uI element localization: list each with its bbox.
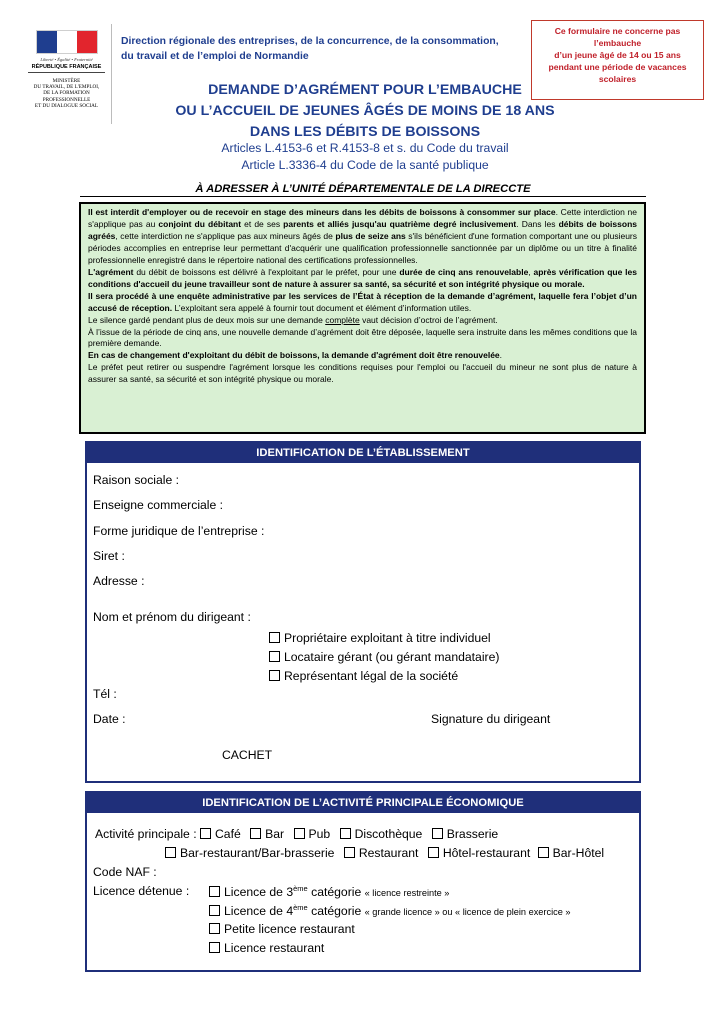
section-heading: IDENTIFICATION DE L’ACTIVITÉ PRINCIPALE ÉCONOMIQUE bbox=[87, 793, 639, 813]
rules-text: . bbox=[499, 350, 503, 361]
option-label: Bar-restaurant/Bar-brasserie bbox=[180, 846, 335, 860]
rules-paragraph bbox=[88, 327, 637, 351]
checkbox-restaurant[interactable] bbox=[344, 847, 355, 858]
option-label: Licence de 4 bbox=[224, 904, 294, 918]
option-label: Licence restaurant bbox=[224, 941, 325, 955]
checkbox-cafe[interactable] bbox=[200, 828, 211, 839]
activite-row-2 bbox=[165, 846, 604, 860]
checkbox[interactable] bbox=[269, 670, 280, 681]
checkbox-hotel-restaurant[interactable] bbox=[428, 847, 439, 858]
rules-text: durée de cinq ans renouvelable bbox=[399, 266, 529, 277]
logo-ministere: MINISTÈRE DU TRAVAIL, DE L'EMPLOI, DE LA FORMATION PROFESSIONNELLE ET DU DIALOGUE SOCIAL bbox=[33, 78, 100, 109]
checkbox[interactable] bbox=[209, 905, 220, 916]
siret-field[interactable]: Siret : bbox=[93, 549, 125, 563]
rules-text: et de ses bbox=[241, 218, 284, 229]
checkbox-brasserie[interactable] bbox=[432, 828, 443, 839]
rules-text: complète bbox=[325, 314, 360, 325]
rules-text: du débit de boissons est délivré à l'exploitant par le préfet, pour une bbox=[133, 266, 400, 277]
code-naf-field[interactable]: Code NAF : bbox=[93, 865, 157, 879]
checkbox-bar[interactable] bbox=[250, 828, 261, 839]
rules-text: conjoint du débitant bbox=[158, 218, 242, 229]
option-label: Restaurant bbox=[358, 846, 419, 860]
rules-text: . Dans les bbox=[516, 218, 559, 229]
rules-text: parents et alliés jusqu'au quatrième degré inclusivement bbox=[283, 218, 517, 229]
section-heading: IDENTIFICATION DE L’ÉTABLISSEMENT bbox=[87, 443, 639, 463]
tel-field[interactable]: Tél : bbox=[93, 687, 117, 701]
checkbox-bar-restaurant[interactable] bbox=[165, 847, 176, 858]
option-note: « licence restreinte » bbox=[364, 888, 450, 898]
licence-restaurant-option[interactable] bbox=[209, 941, 324, 955]
option-label: Café bbox=[215, 827, 241, 841]
rules-text: s'ils bénéficient d'une formation comportant une ou plusieurs périodes accomplies en entreprise leur permettant d'acquérir une qualification professionnelle sanctionnée par un diplôme ou un titre à finalité professionnelle enregistré dans le répertoire national des certifications professionnelles. bbox=[88, 230, 638, 265]
option-label: Licence de 3 bbox=[224, 885, 294, 899]
rules-text: Le silence gardé pendant plus de deux mois sur une demande bbox=[88, 314, 326, 325]
rules-box bbox=[79, 202, 646, 434]
marianne-logo bbox=[28, 24, 112, 124]
checkbox[interactable] bbox=[269, 632, 280, 643]
checkbox[interactable] bbox=[209, 942, 220, 953]
rules-text: vaut décision d’octroi de l’agrément. bbox=[359, 314, 498, 325]
rules-text: À l’issue de la période de cinq ans, une nouvelle demande d’agrément doit être déposée, laquelle sera instruite dans les mêmes conditions que la première demande. bbox=[88, 326, 637, 349]
logo-republique: RÉPUBLIQUE FRANÇAISE bbox=[28, 64, 105, 73]
superscript: ème bbox=[293, 884, 308, 893]
option-label: Pub bbox=[308, 827, 331, 841]
adresse-field[interactable]: Adresse : bbox=[93, 574, 145, 588]
form-title: DEMANDE D’AGRÉMENT POUR L’EMBAUCHE OU L’ACCUEIL DE JEUNES ÂGÉS DE MOINS DE 18 ANS DANS LES DÉBITS DE BOISSONS bbox=[175, 82, 555, 140]
rules-paragraph bbox=[88, 291, 637, 315]
option-label: Hôtel-restaurant bbox=[442, 846, 531, 860]
checkbox-discotheque[interactable] bbox=[340, 828, 351, 839]
locataire-option[interactable] bbox=[269, 650, 499, 664]
rules-text: Le préfet peut retirer ou suspendre l'agrément lorsque les conditions requises pour l'emploi ou l'accueil du mineur ne sont plus de nature à assurer sa santé, sa sécurité et son intégrité physique ou morale. bbox=[88, 362, 637, 385]
option-note: « grande licence » ou « licence de plein exercice » bbox=[364, 907, 571, 917]
direction-heading: Direction régionale des entreprises, de la concurrence, de la consommation, du travail et de l’emploi de Normandie bbox=[121, 36, 499, 62]
option-label: catégorie bbox=[307, 904, 365, 918]
rules-paragraph bbox=[88, 362, 637, 386]
enseigne-field[interactable]: Enseigne commerciale : bbox=[93, 498, 224, 512]
rules-text: plus de seize ans bbox=[335, 230, 406, 241]
rules-text: L'agrément bbox=[88, 266, 134, 277]
logo-devise: Liberté • Égalité • Fraternité bbox=[40, 57, 93, 62]
option-label: Brasserie bbox=[446, 827, 499, 841]
checkbox-bar-hotel[interactable] bbox=[538, 847, 549, 858]
signature-field[interactable]: Signature du dirigeant bbox=[431, 712, 551, 726]
representant-option[interactable] bbox=[269, 669, 458, 683]
rules-text: En cas de changement d'exploitant du débit de boissons, la demande d'agrément doit être renouvelée bbox=[88, 350, 500, 361]
superscript: ème bbox=[293, 903, 308, 912]
option-label: Bar bbox=[265, 827, 285, 841]
licence-label: Licence détenue : bbox=[93, 884, 190, 898]
forme-juridique-field[interactable]: Forme juridique de l’entreprise : bbox=[93, 524, 265, 538]
notice-box: Ce formulaire ne concerne pas l’embauche d’un jeune âgé de 14 ou 15 ans pendant une période de vacances scolaires bbox=[531, 20, 704, 100]
legal-articles: Articles L.4153-6 et R.4153-8 et s. du Code du travail Article L.3336-4 du Code de la santé publique bbox=[221, 141, 509, 172]
option-label: Bar-Hôtel bbox=[552, 846, 605, 860]
rules-text: débits de boissons agréés bbox=[88, 218, 637, 241]
activity-section bbox=[85, 791, 641, 972]
option-label: Locataire gérant (ou gérant mandataire) bbox=[284, 650, 500, 664]
rules-paragraph bbox=[88, 267, 637, 291]
checkbox[interactable] bbox=[209, 923, 220, 934]
rules-paragraph bbox=[88, 350, 637, 362]
rules-text: , cette interdiction ne s'applique pas aux mineurs âgés de bbox=[115, 230, 336, 241]
rules-text: . Cette interdiction ne s'applique pas au bbox=[88, 207, 638, 229]
option-label: catégorie bbox=[307, 885, 365, 899]
option-label: Représentant légal de la société bbox=[284, 669, 459, 683]
option-label: Petite licence restaurant bbox=[224, 922, 355, 936]
cachet-field[interactable]: CACHET bbox=[222, 748, 273, 762]
rules-text: L’exploitant sera appelé à fournir tout document et élément d’information utiles. bbox=[172, 302, 472, 313]
petite-licence-option[interactable] bbox=[209, 922, 355, 936]
checkbox[interactable] bbox=[269, 651, 280, 662]
rules-text: après vérification que les conditions d'accueil du jeune travailleur sont de nature à assurer sa santé, sa sécurité et son intégrité physique ou morale. bbox=[88, 266, 637, 289]
raison-sociale-field[interactable]: Raison sociale : bbox=[93, 473, 180, 487]
checkbox-pub[interactable] bbox=[294, 828, 305, 839]
address-instruction: À ADRESSER À L’UNITÉ DÉPARTEMENTALE DE LA DIRECCTE bbox=[80, 183, 646, 197]
activite-label: Activité principale : bbox=[95, 827, 197, 841]
rules-text: , bbox=[528, 266, 534, 277]
activite-row bbox=[95, 827, 498, 841]
rules-text: Il est interdit d'employer ou de recevoir en stage des mineurs dans les débits de boissons à consommer sur place bbox=[88, 207, 556, 217]
checkbox[interactable] bbox=[209, 886, 220, 897]
rules-paragraph bbox=[88, 315, 637, 327]
option-label: Discothèque bbox=[354, 827, 423, 841]
date-field[interactable]: Date : bbox=[93, 712, 126, 726]
licence-3-option[interactable] bbox=[209, 884, 449, 899]
rules-text: Il sera procédé à une enquête administrative par les services de l’État à réception de la demande d’agrément, laquelle fera l’objet d’un accusé de réception. bbox=[88, 290, 637, 313]
proprietaire-option[interactable] bbox=[269, 631, 491, 645]
rules-paragraph bbox=[88, 207, 637, 267]
establishment-section bbox=[85, 441, 641, 783]
option-label: Propriétaire exploitant à titre individuel bbox=[284, 631, 491, 645]
licence-4-option[interactable] bbox=[209, 903, 570, 918]
french-flag-icon bbox=[36, 30, 98, 54]
dirigeant-field[interactable]: Nom et prénom du dirigeant : bbox=[93, 610, 251, 624]
